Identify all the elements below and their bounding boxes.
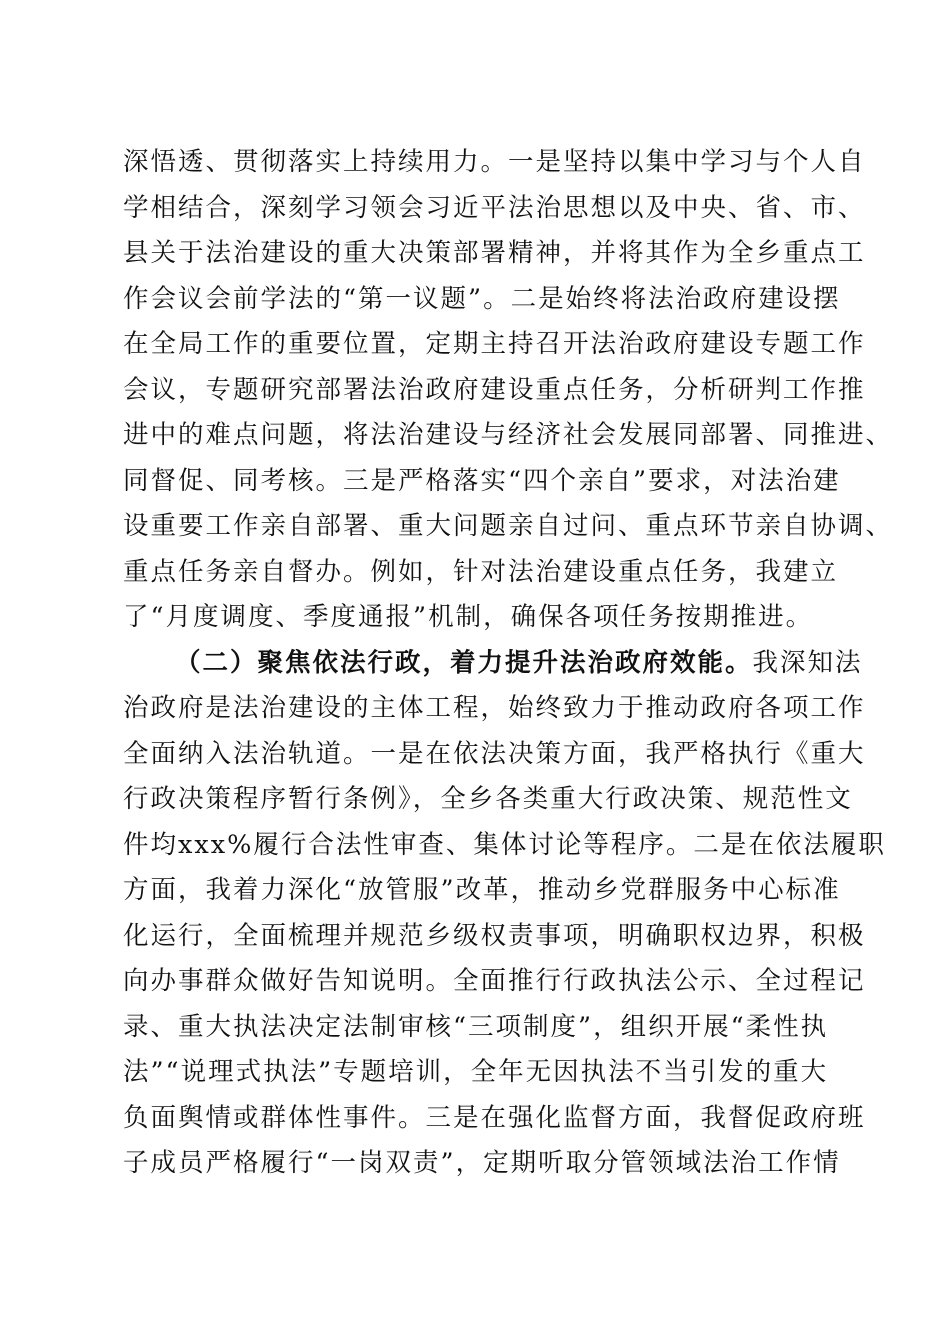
text-line: 负面舆情或群体性事件。三是在强化监督方面，我督促政府班 xyxy=(123,1102,866,1133)
text-line: 深悟透、贯彻落实上持续用力。一是坚持以集中学习与个人自 xyxy=(123,147,866,177)
text-line: 化运行，全面梳理并规范乡级权责事项，明确职权边界，积极 xyxy=(123,920,866,951)
text-line: 在全局工作的重要位置，定期主持召开法治政府建设专题工作 xyxy=(123,329,866,359)
text-line: 进中的难点问题，将法治建设与经济社会发展同部署、同推进、 xyxy=(123,420,894,450)
text-line: 行政决策程序暂行条例》，全乡各类重大行政决策、规范性文 xyxy=(123,784,853,814)
text-line: 重点任务亲自督办。例如，针对法治建设重点任务，我建立 xyxy=(123,556,839,587)
text-line: 子成员严格履行“一岗双责”，定期听取分管领域法治工作情 xyxy=(123,1148,841,1178)
body-text xyxy=(123,140,894,1187)
text-line: 法”“说理式执法”专题培训，全年无因执法不当引发的重大 xyxy=(123,1057,829,1087)
text-line: 全面纳入法治轨道。一是在依法决策方面，我严格执行《重大 xyxy=(123,738,866,769)
text-line: 学相结合，深刻学习领会习近平法治思想以及中央、省、市、 xyxy=(123,192,866,223)
text-line: 件均xxx%履行合法性审查、集体讨论等程序。二是在依法履职 xyxy=(123,829,886,860)
text-line: 作会议会前学法的“第一议题”。二是始终将法治政府建设摆 xyxy=(123,283,841,314)
section-heading: （二）聚焦依法行政，着力提升法治政府效能。 xyxy=(175,647,753,678)
text-line: 方面，我着力深化“放管服”改革，推动乡党群服务中心标准 xyxy=(123,875,841,905)
text-line: 设重要工作亲自部署、重大问题亲自过问、重点环节亲自协调、 xyxy=(123,511,894,541)
text-line: 县关于法治建设的重大决策部署精神，并将其作为全乡重点工 xyxy=(123,238,866,268)
text-line: 了“月度调度、季度通报”机制，确保各项任务按期推进。 xyxy=(123,602,814,632)
text-line: 会议，专题研究部署法治政府建设重点任务，分析研判工作推 xyxy=(123,374,866,405)
text-line: 录、重大执法决定法制审核“三项制度”，组织开展“柔性执 xyxy=(123,1011,829,1042)
section-heading-line xyxy=(123,641,863,687)
text-line: 向办事群众做好告知说明。全面推行行政执法公示、全过程记 xyxy=(123,966,866,996)
text-line: 同督促、同考核。三是严格落实“四个亲自”要求，对法治建 xyxy=(123,465,841,496)
text-line: 治政府是法治建设的主体工程，始终致力于推动政府各项工作 xyxy=(123,693,866,723)
section-text: 我深知法 xyxy=(752,647,863,678)
